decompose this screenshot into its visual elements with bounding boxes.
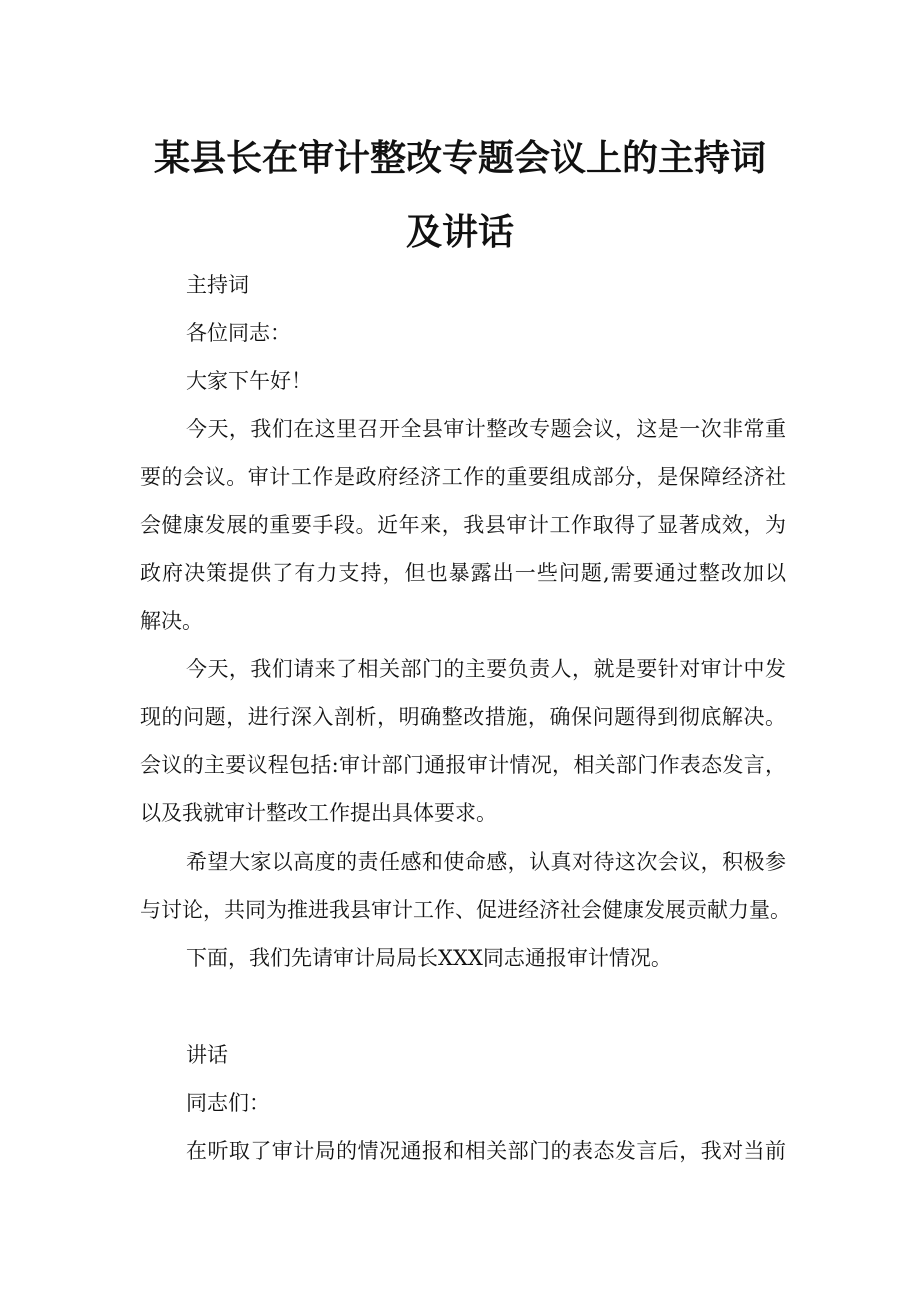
paragraph-line: 会健康发展的重要手段。近年来，我县审计工作取得了显著成效，为 [140, 513, 786, 537]
salutation: 大家下午好！ [186, 369, 312, 393]
paragraph-line: 今天，我们在这里召开全县审计整改专题会议，这是一次非常重 [186, 417, 786, 441]
paragraph-line: 今天，我们请来了相关部门的主要负责人，就是要针对审计中发 [186, 657, 786, 681]
document-title-line-1: 某县长在审计整改专题会议上的主持词 [153, 138, 766, 179]
paragraph-4: 下面，我们先请审计局局长XXX同志通报审计情况。 [186, 946, 672, 970]
document-title-line-2: 及讲话 [405, 212, 514, 253]
section-heading-hosting-remarks: 主持词 [186, 273, 249, 297]
paragraph-line: 要的会议。审计工作是政府经济工作的重要组成部分，是保障经济社 [140, 465, 786, 489]
paragraph-line: 希望大家以高度的责任感和使命感，认真对待这次会议，积极参 [186, 850, 786, 874]
section-heading-speech: 讲话 [186, 1043, 228, 1067]
paragraph-line: 解决。 [140, 609, 203, 633]
greeting: 各位同志： [186, 321, 291, 345]
greeting-2: 同志们： [186, 1091, 270, 1115]
paragraph-line: 与讨论，共同为推进我县审计工作、促进经济社会健康发展贡献力量。 [140, 898, 791, 922]
paragraph-line: 政府决策提供了有力支持，但也暴露出一些问题,需要通过整改加以 [140, 561, 786, 585]
paragraph-line: 现的问题，进行深入剖析，明确整改措施，确保问题得到彻底解决。 [140, 705, 786, 729]
paragraph-line: 会议的主要议程包括:审计部门通报审计情况，相关部门作表态发言， [140, 753, 786, 777]
paragraph-line: 以及我就审计整改工作提出具体要求。 [140, 801, 497, 825]
paragraph-5-line: 在听取了审计局的情况通报和相关部门的表态发言后，我对当前 [186, 1139, 786, 1163]
